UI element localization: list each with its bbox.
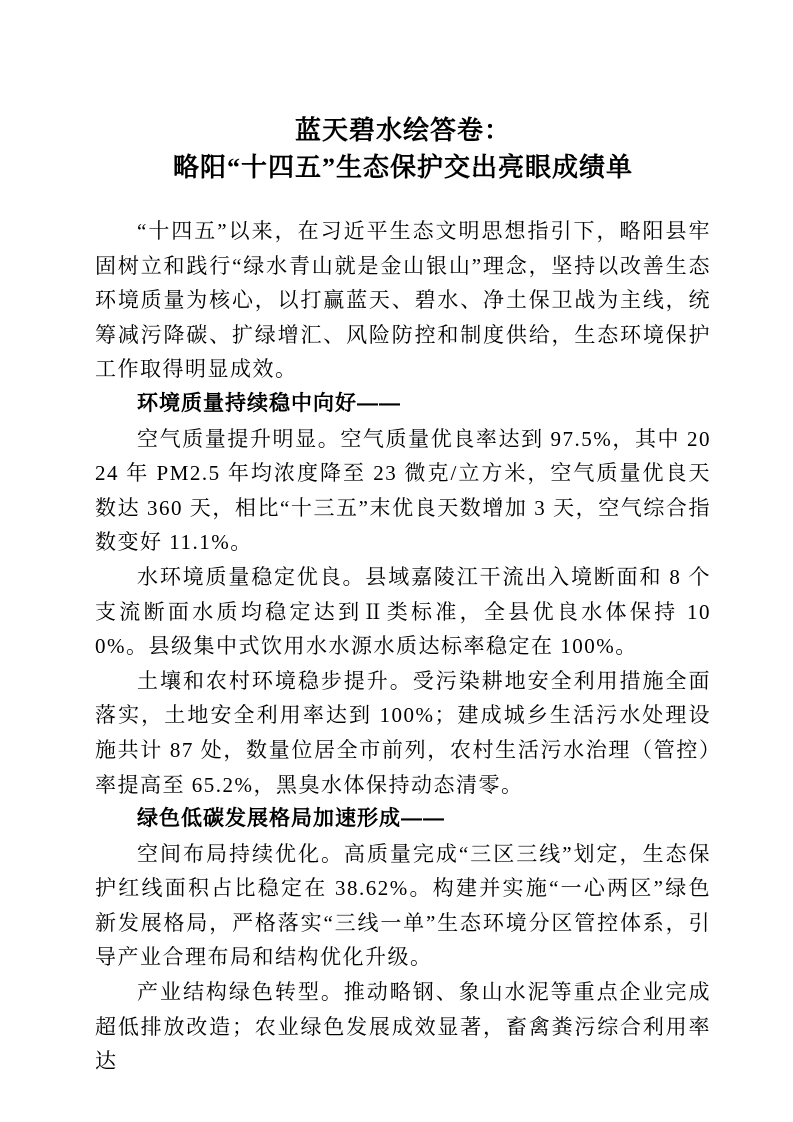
- document-content: [95, 112, 711, 1079]
- body-paragraph-intro: “十四五”以来，在习近平生态文明思想指引下，略阳县牢固树立和践行“绿水青山就是金山银山”理念，坚持以改善生态环境质量为核心，以打赢蓝天、碧水、净土保卫战为主线，统筹减污降碳、扩绿增汇、风险防控和制度供给，生态环境保护工作取得明显成效。: [95, 219, 711, 382]
- document-title: [95, 112, 711, 186]
- body-paragraph-water-quality: 水环境质量稳定优良。县域嘉陵江干流出入境断面和 8 个支流断面水质均稳定达到Ⅱ类标准，全县优良水体保持 100%。县级集中式饮用水水源水质达标率稳定在 100%。: [95, 564, 711, 659]
- body-paragraph-soil-rural: 土壤和农村环境稳步提升。受污染耕地安全利用措施全面落实，土地安全利用率达到 100%；建成城乡生活污水处理设施共计 87 处，数量位居全市前列，农村生活污水治理（管控）率提高至 65.2%，黑臭水体保持动态清零。: [95, 668, 711, 797]
- section-heading-green-low-carbon: 绿色低碳发展格局加速形成——: [137, 807, 445, 831]
- body-paragraph-spatial-layout: 空间布局持续优化。高质量完成“三区三线”划定，生态保护红线面积占比稳定在 38.62%。构建并实施“一心两区”绿色新发展格局，严格落实“三线一单”生态环境分区管控体系，引导产业合理布局和结构优化升级。: [95, 841, 711, 970]
- body-paragraph-air-quality: 空气质量提升明显。空气质量优良率达到 97.5%，其中 2024 年 PM2.5 年均浓度降至 23 微克/立方米，空气质量优良天数达 360 天，相比“十三五”末优良天数增加 3 天，空气综合指数变好 11.1%。: [95, 426, 711, 555]
- body-paragraph-industry-transition: 产业结构绿色转型。推动略钢、象山水泥等重点企业完成超低排放改造；农业绿色发展成效显著，畜禽粪污综合利用率达: [95, 980, 711, 1074]
- section-heading-environment-quality: 环境质量持续稳中向好——: [137, 391, 401, 415]
- document-title-line-1: 蓝天碧水绘答卷：: [294, 116, 511, 145]
- document-title-line-2: 略阳“十四五”生态保护交出亮眼成绩单: [172, 153, 633, 182]
